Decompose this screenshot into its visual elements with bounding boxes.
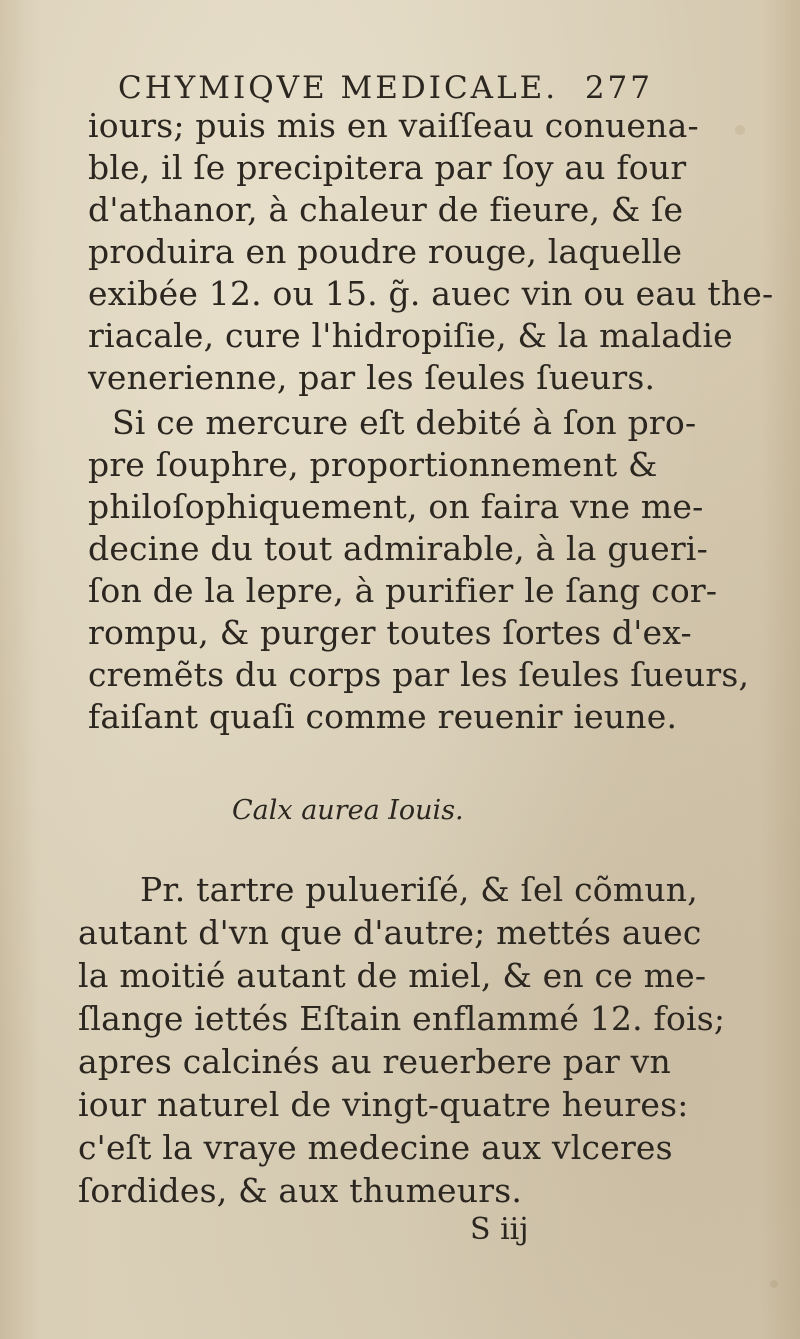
section-heading: Calx aurea Iouis.	[232, 795, 464, 826]
running-header	[118, 70, 653, 106]
text-line: ſlange iettés Eſtain enflammé 12. fois;	[78, 999, 726, 1038]
text-line: d'athanor, à chaleur de fieure, & ſe	[88, 190, 684, 229]
text-line: iours; puis mis en vaiſſeau conuena-	[88, 106, 699, 145]
text-line: ſordides, & aux thumeurs.	[78, 1171, 523, 1210]
signature-mark: S iij	[470, 1212, 529, 1247]
paper-stain	[770, 1280, 778, 1288]
paper-stain	[735, 125, 745, 135]
running-title: CHYMIQVE MEDICALE.	[118, 70, 559, 106]
text-line: apres calcinés au reuerbere par vn	[78, 1042, 671, 1081]
text-line: autant d'vn que d'autre; mettés auec	[78, 913, 702, 952]
text-line: Si ce mercure eſt debité à ſon pro-	[112, 403, 697, 442]
text-line: venerienne, par les ſeules ſueurs.	[88, 358, 656, 397]
text-line: philoſophiquement, on faira vne me-	[88, 487, 704, 526]
text-line: pre ſouphre, proportionnement &	[88, 445, 658, 484]
text-line: decine du tout admirable, à la gueri-	[88, 529, 708, 568]
text-line: faiſant quaſi comme reuenir ieune.	[88, 697, 678, 736]
text-line: ble, il ſe precipitera par ſoy au four	[88, 148, 687, 187]
text-line: produira en poudre rouge, laquelle	[88, 232, 683, 271]
text-line: Pr. tartre pulueriſé, & ſel cõmun,	[140, 870, 698, 909]
text-line: iour naturel de vingt-quatre heures:	[78, 1085, 689, 1124]
text-line: c'eſt la vraye medecine aux vlceres	[78, 1128, 673, 1167]
page-number: 277	[584, 70, 653, 106]
text-line: riacale, cure l'hidropiſie, & la maladie	[88, 316, 733, 355]
text-line: la moitié autant de miel, & en ce me-	[78, 956, 707, 995]
text-line: cremẽts du corps par les ſeules ſueurs,	[88, 655, 750, 694]
text-line: rompu, & purger toutes ſortes d'ex-	[88, 613, 692, 652]
text-line: ſon de la lepre, à purifier le ſang cor-	[88, 571, 718, 610]
text-line: exibée 12. ou 15. g̃. auec vin ou eau the-	[88, 274, 774, 313]
